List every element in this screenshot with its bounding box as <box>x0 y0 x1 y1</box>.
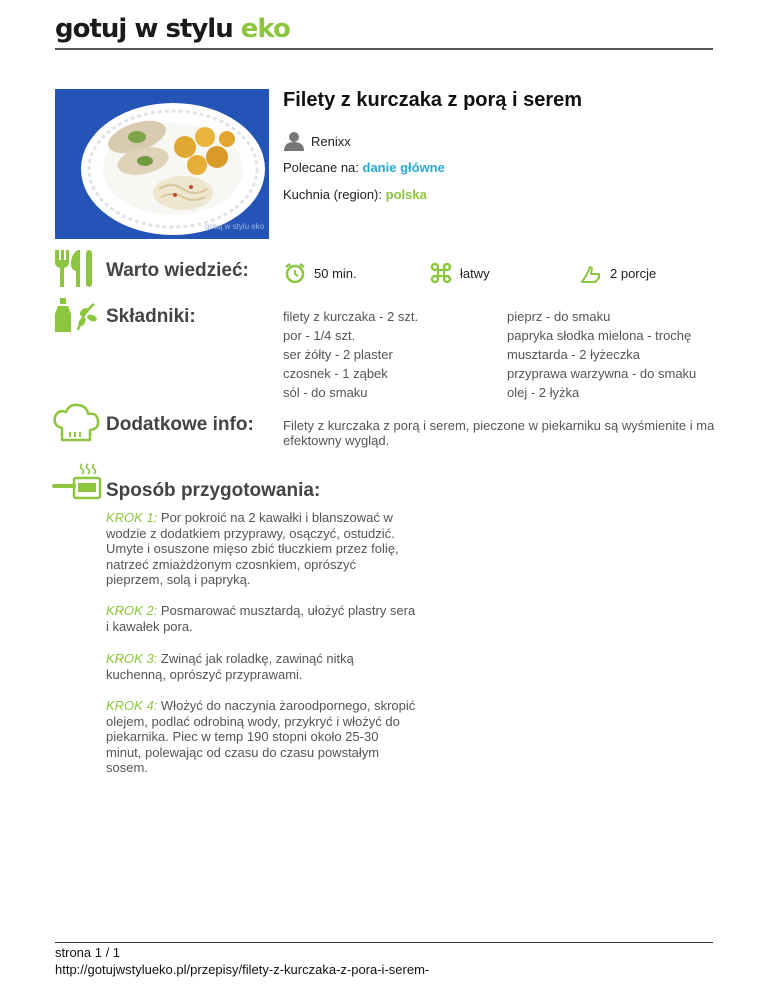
difficulty <box>430 262 490 284</box>
cuisine-label: Kuchnia (region): <box>283 187 386 202</box>
step-text: Zwinąć jak roladkę, zawinąć nitką kuchenną, oprószyć przyprawami. <box>106 651 354 682</box>
ingredient-item: olej - 2 łyżka <box>507 385 580 400</box>
hands-icon <box>580 262 602 284</box>
facts-title: Warto wiedzieć: <box>106 260 249 281</box>
info-text: Filety z kurczaka z porą i serem, pieczone w piekarniku są wyśmienite i ma efektowny wygląd. <box>283 418 715 448</box>
prep-time-value: 50 min. <box>314 265 357 281</box>
info-title: Dodatkowe info: <box>106 414 254 435</box>
cuisine-link[interactable]: polska <box>385 187 427 202</box>
cutlery-icon <box>52 248 96 288</box>
recommended-link[interactable]: danie główne <box>362 160 445 175</box>
step-label: KROK 1: <box>106 510 158 525</box>
ingredients-title: Składniki: <box>106 306 196 327</box>
cuisine-region <box>283 187 427 202</box>
photo-watermark: gotuj w stylu eko <box>205 222 265 231</box>
logo-main-text: gotuj w stylu <box>55 14 241 44</box>
ingredient-item: pieprz - do smaku <box>507 309 611 324</box>
step-label: KROK 4: <box>106 698 158 713</box>
ingredient-item: papryka słodka mielona - trochę <box>507 328 692 343</box>
recommended-label: Polecane na: <box>283 160 363 175</box>
ingredient-item: musztarda - 2 łyżeczka <box>507 347 640 362</box>
ingredient-item: ser żółty - 2 plaster <box>283 347 393 362</box>
page-number: strona 1 / 1 <box>55 945 121 960</box>
ingredient-item: sól - do smaku <box>283 385 368 400</box>
step-3 <box>106 651 416 682</box>
ingredients-left <box>283 307 418 402</box>
site-logo[interactable] <box>55 14 290 44</box>
servings <box>580 262 656 284</box>
ingredient-item: filety z kurczaka - 2 szt. <box>283 309 419 324</box>
chef-hat-icon <box>52 402 100 442</box>
alarm-clock-icon <box>284 262 306 284</box>
step-text: Włożyć do naczynia żaroodpornego, skropić olejem, podlać odrobiną wody, przykryć i włożyć do piekarnika. Piec w temp 190 stopni około 25-30 minut, polewając od czasu do czasu powstałym sosem. <box>106 698 416 775</box>
ingredient-item: por - 1/4 szt. <box>283 328 356 343</box>
user-silhouette-icon <box>283 131 305 151</box>
bottle-herb-icon <box>52 296 98 334</box>
difficulty-value: łatwy <box>460 265 490 281</box>
ingredient-item: czosnek - 1 ząbek <box>283 366 388 381</box>
steaming-pot-icon <box>52 462 102 502</box>
steps-title: Sposób przygotowania: <box>106 480 321 501</box>
step-4 <box>106 698 416 776</box>
step-label: KROK 3: <box>106 651 158 666</box>
footer-divider <box>55 942 713 943</box>
command-key-icon <box>430 262 452 284</box>
step-1 <box>106 510 416 588</box>
step-label: KROK 2: <box>106 603 158 618</box>
step-text: Posmarować musztardą, ułożyć plastry sera i kawałek pora. <box>106 603 416 634</box>
source-url[interactable]: http://gotujwstylueko.pl/przepisy/filety-z-kurczaka-z-pora-i-serem- <box>55 962 430 977</box>
author-name[interactable]: Renixx <box>311 133 351 149</box>
recipe-photo <box>55 89 269 239</box>
recommended-for <box>283 160 445 175</box>
servings-value: 2 porcje <box>610 265 657 281</box>
recipe-title: Filety z kurczaka z porą i serem <box>283 89 583 111</box>
author-row <box>283 131 351 151</box>
step-text: Por pokroić na 2 kawałki i blanszować w wodzie z dodatkiem przyprawy, osączyć, ostudzić. Umyte i osuszone mięso zbić tłuczkiem przez folię, natrzeć zmiażdżonym czosnkiem, oprószyć pieprzem, solą i papryką. <box>106 510 399 587</box>
logo-accent-text: eko <box>240 14 290 44</box>
step-2 <box>106 603 416 634</box>
ingredients-right <box>507 307 696 402</box>
header-divider <box>55 48 713 50</box>
prep-time <box>284 262 357 284</box>
ingredient-item: przyprawa warzywna - do smaku <box>507 366 697 381</box>
